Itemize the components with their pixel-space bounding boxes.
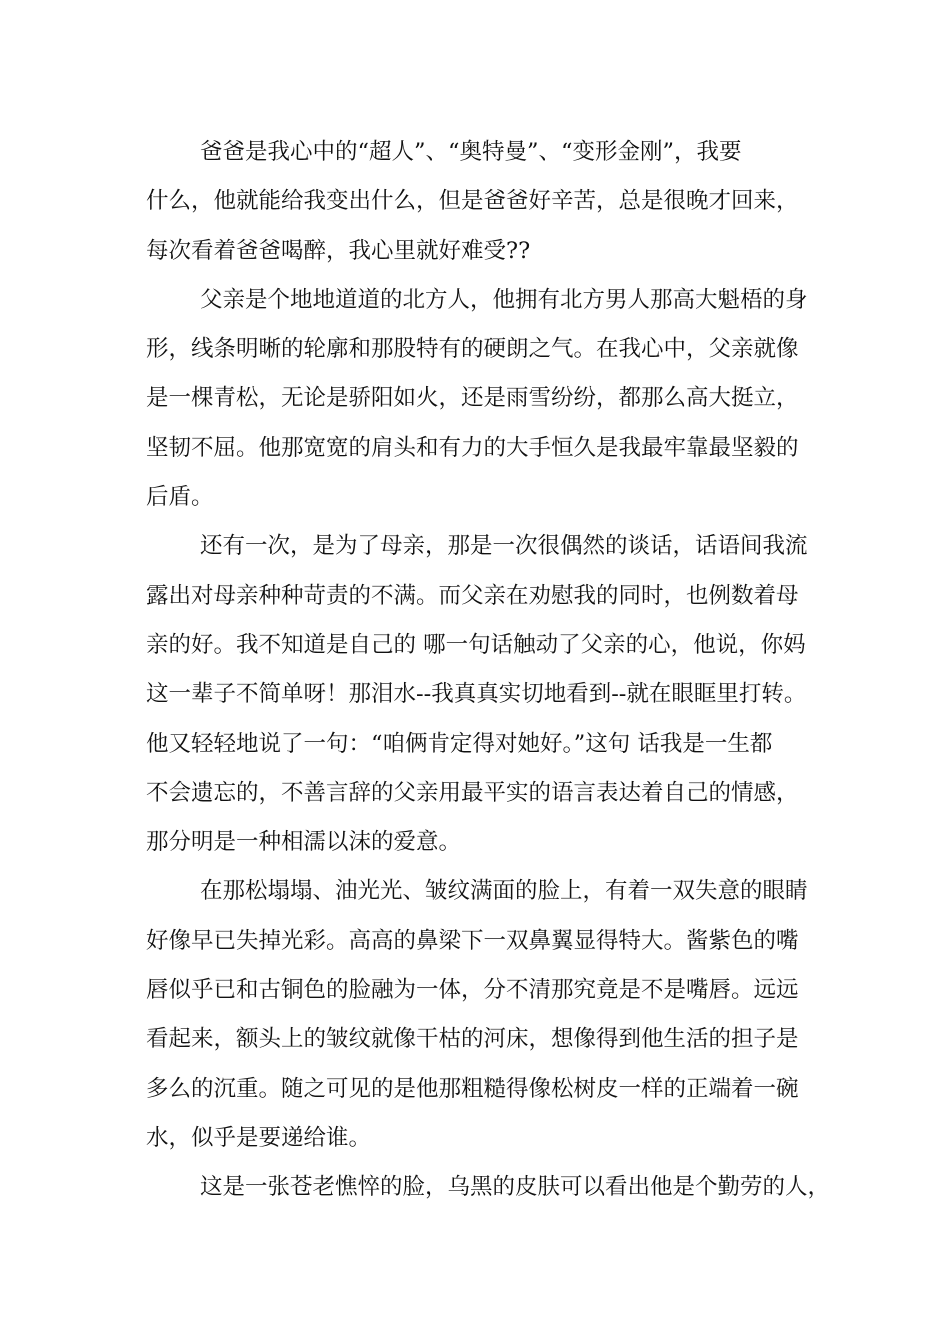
- paragraph-4-line-3: 唇似乎已和古铜色的脸融为一体，分不清那究竟是不是嘴唇。远远: [146, 977, 799, 1004]
- paragraph-2-line-5: 后盾。: [146, 484, 214, 511]
- paragraph-3-line-2: 露出对母亲种种苛责的不满。而父亲在劝慰我的同时，也例数着母: [146, 582, 799, 609]
- paragraph-4-line-2: 好像早已失掉光彩。高高的鼻梁下一双鼻翼显得特大。酱紫色的嘴: [146, 927, 799, 954]
- paragraph-2-line-2: 形，线条明晰的轮廓和那股特有的硬朗之气。在我心中，父亲就像: [146, 336, 799, 363]
- paragraph-3-line-3: 亲的好。我不知道是自己的 哪一句话触动了父亲的心，他说，你妈: [146, 631, 806, 658]
- paragraph-4-line-6: 水，似乎是要递给谁。: [146, 1124, 372, 1151]
- paragraph-4-line-1: 在那松塌塌、油光光、皱纹满面的脸上，有着一双失意的眼睛: [200, 878, 808, 905]
- paragraph-1-line-3: 每次看着爸爸喝醉，我心里就好难受??: [146, 237, 531, 264]
- paragraph-1-line-1: 爸爸是我心中的“超人”、“奥特曼”、“变形金刚”，我要: [200, 139, 742, 165]
- paragraph-4-line-5: 多么的沉重。随之可见的是他那粗糙得像松树皮一样的正端着一碗: [146, 1075, 799, 1102]
- paragraph-2-line-3: 是一棵青松，无论是骄阳如火，还是雨雪纷纷，都那么高大挺立，: [146, 385, 799, 412]
- paragraph-2-line-4: 坚韧不屈。他那宽宽的肩头和有力的大手恒久是我最牢靠最坚毅的: [146, 434, 799, 461]
- paragraph-3-line-7: 那分明是一种相濡以沫的爱意。: [146, 829, 462, 856]
- paragraph-1-line-2: 什么，他就能给我变出什么，但是爸爸好辛苦，总是很晚才回来，: [146, 188, 799, 215]
- paragraph-3-line-4: 这一辈子不简单呀！那泪水--我真真实切地看到--就在眼眶里打转。: [146, 681, 807, 708]
- paragraph-4-line-4: 看起来，额头上的皱纹就像干枯的河床，想像得到他生活的担子是: [146, 1026, 799, 1053]
- paragraph-3-line-5: 他又轻轻地说了一句：“咱俩肯定得对她好。”这句 话我是一生都: [146, 730, 773, 757]
- document-body: [146, 128, 831, 1213]
- paragraph-5-line-1: 这是一张苍老憔悴的脸，乌黑的皮肤可以看出他是个勤劳的人，: [200, 1174, 831, 1201]
- paragraph-2-line-1: 父亲是个地地道道的北方人，他拥有北方男人那高大魁梧的身: [200, 286, 808, 313]
- paragraph-3-line-6: 不会遗忘的，不善言辞的父亲用最平实的语言表达着自己的情感，: [146, 779, 799, 806]
- paragraph-3-line-1: 还有一次，是为了母亲，那是一次很偶然的谈话，话语间我流: [200, 533, 808, 560]
